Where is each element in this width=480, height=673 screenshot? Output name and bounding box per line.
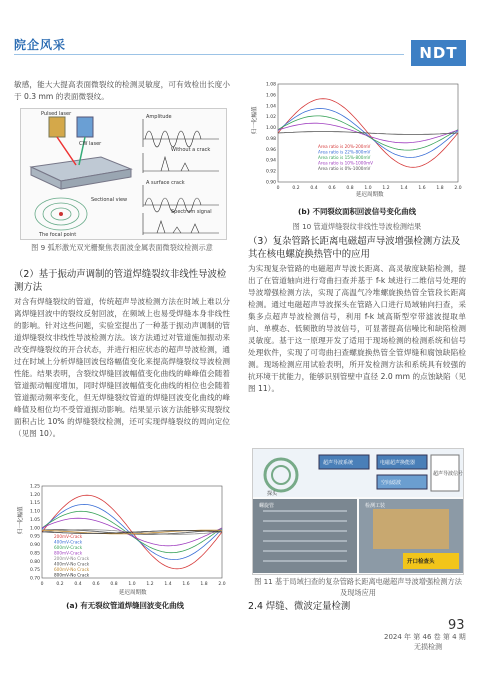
y-tick-label: 0.75 (29, 568, 40, 574)
y-tick-label: 0.94 (265, 158, 276, 164)
x-tick-label: 0.2 (292, 186, 300, 191)
legend-entry: Area ratio is 20%-200mV (318, 144, 371, 149)
section-title: 院企风采 (14, 38, 67, 52)
x-tick-label: 0.6 (328, 186, 336, 191)
figure-11-diagram (253, 449, 463, 574)
x-tick-label: 0 (276, 186, 280, 191)
label-spectrum: Spectrum signal (171, 209, 212, 215)
label-cw-laser: CW laser (79, 141, 102, 147)
y-tick-label: 1.20 (29, 492, 40, 498)
chart-10a-ylabel: 归一化幅值 (18, 506, 24, 534)
legend-entry: Area ratio is 15%-800mV (318, 155, 371, 160)
x-tick-label: 0.4 (310, 186, 318, 191)
figure-9 (20, 108, 227, 240)
legend-entry: 600mV-No Crack (54, 567, 90, 572)
fig11-label-inspect: 开口检查头 (407, 559, 435, 565)
chart-10b-ylabel: 归一化幅值 (252, 106, 258, 134)
x-tick-label: 1.0 (128, 582, 136, 587)
y-tick-label: 0.95 (29, 534, 40, 540)
legend-entry: 200mV-No Crack (54, 556, 90, 561)
figure-11 (252, 448, 464, 575)
x-tick-label: 1.8 (200, 582, 208, 587)
label-sectional-view: Sectional view (91, 197, 128, 203)
paragraph-method-3: 为实现复杂管路的电磁超声导波长距离、高灵敏度缺陷检测，提出了在管道轴向进行弯曲扫查并基于 f-k 域进行二维信号处理的导波增强检测方法，实现了高温气冷堆螺旋换热管全管段长距离检测。通过电磁超声导波探头在管路入口进行局域轴向扫查，采集多点超声导波检测信号，利用 f-k 域高斯型窄带滤波提取单向、单模态、低频散的导波信号，可显著提高信噪比和缺陷检测灵敏度。基于这一原理开发了适用于现场检测的检测系统和信号处理软件，实现了可弯曲扫查螺旋换热管全管焊缝和腐蚀缺陷检测。现场检测应用试验表明，所开发检测方法和系统具有较强的抗环境干扰能力，能够识别管壁中直径 2.0 mm 的点蚀缺陷（见图 11）。 (248, 264, 466, 393)
fig11-label-system: 超声导波系统 (323, 460, 354, 466)
y-tick-label: 1.04 (265, 104, 276, 110)
chart-10a (14, 482, 228, 597)
figure-10b (248, 80, 466, 198)
legend-entry: 800mV-Crack (54, 550, 83, 556)
y-tick-label: 1.00 (29, 526, 40, 532)
y-tick-label: 1.15 (29, 501, 40, 507)
x-tick-label: 0.8 (346, 186, 354, 191)
y-tick-label: 0.80 (29, 559, 40, 565)
paragraph-method-2: 对含有焊缝裂纹的管道，传统超声导波检测方法在时域上难以分离焊缝回波中的裂纹反射回波，在频域上也易受焊缝本身非线性的影响。针对这些问题，实验室提出了一种基于振动声调制的管道焊缝裂纹非线性导波检测方法。该方法通过对管道施加振动来改变焊缝裂纹的开合状态，并进行相应状态的超声导波检测，通过在时域上分析焊缝回波包络幅值变化来提高焊缝裂纹导波检测性能。结果表明，含裂纹焊缝回波幅值变化曲线的峰峰值会随着管道振动幅度增加，同时焊缝回波幅值变化曲线的相位也会随着管道振动频率变化，但无焊缝裂纹管道的焊缝回波变化曲线的峰峰值及相位均不受管道振动影响。结果显示该方法能够实现裂纹面积占比 10% 的焊缝裂纹检测，还可实现焊缝裂纹的周向定位（见图 10）。 (14, 297, 230, 438)
legend-entry: 600mV-Crack (54, 545, 83, 550)
footer-journal: 无损检测 (414, 643, 442, 651)
fig11-label-fixture: 检测工装 (365, 503, 386, 509)
page-number: 93 (448, 618, 465, 633)
legend-entry: 800mV-No Crack (54, 572, 90, 578)
x-tick-label: 1.0 (364, 186, 372, 191)
x-tick-label: 1.4 (164, 582, 172, 587)
legend-entry: Area ratio is 22%-800mV (318, 149, 371, 155)
x-tick-label: 0.2 (56, 582, 64, 587)
heading-method-3: （3）复杂管路长距离电磁超声导波增强检测方法及其在核电螺旋换热管中的应用 (248, 236, 461, 260)
y-tick-label: 0.70 (29, 576, 40, 582)
label-with-crack: A surface crack (146, 180, 185, 186)
y-tick-label: 0.90 (265, 180, 276, 186)
journal-logo: NDT (411, 40, 466, 66)
y-tick-label: 0.92 (265, 169, 276, 175)
y-tick-label: 0.98 (265, 136, 276, 142)
y-tick-label: 1.00 (265, 126, 276, 132)
y-tick-label: 1.25 (29, 484, 40, 490)
label-amplitude: Amplitude (146, 114, 172, 120)
chart-10a-xlabel: 延迟周期数 (119, 590, 147, 596)
y-tick-label: 0.90 (29, 543, 40, 549)
figure-10b-caption: (b) 不同裂纹面积回波信号变化曲线 (297, 207, 417, 216)
fig11-label-coil: 螺旋管 (259, 503, 275, 509)
paragraph-intro: 敏感，能大大提高表面微裂纹的检测灵敏度，可有效检出长度小于 0.3 mm 的表面微裂纹。 (14, 80, 230, 101)
x-tick-label: 2.0 (218, 582, 226, 587)
legend-entry: Area ratio is 10%-1000mV (318, 160, 374, 166)
y-tick-label: 0.85 (29, 551, 40, 557)
chart-10b (248, 80, 466, 198)
figure-9-diagram (21, 109, 226, 239)
label-pulsed-laser: Pulsed laser (41, 111, 72, 117)
fig11-label-signal: 超声导波信号 (433, 471, 463, 477)
x-tick-label: 1.6 (418, 186, 426, 191)
figure-9-caption: 图 9 弧形激光双光栅聚焦表面波金属表面微裂纹检测示意 (31, 243, 213, 252)
figure-11-caption: 图 11 基于局域扫查的复杂管路长距离电磁超声导波增强检测方法及现场应用 (254, 577, 462, 597)
x-tick-label: 1.4 (400, 186, 408, 191)
legend-entry: 400mV-Crack (54, 539, 83, 545)
legend-entry: 400mV-No Crack (54, 561, 90, 567)
fig11-label-emat: 电磁超声换能器 (380, 460, 416, 466)
legend-entry: Area ratio is 0%-1000mV (318, 166, 371, 171)
y-tick-label: 1.02 (265, 115, 276, 121)
figure-10a (14, 482, 228, 597)
fig11-label-filter: 空间滤波 (381, 480, 402, 486)
heading-2-4: 2.4 焊缝、微波定量检测 (248, 601, 351, 612)
y-tick-label: 0.96 (265, 147, 276, 153)
label-focal-point: The focal point (39, 232, 77, 238)
x-tick-label: 1.2 (146, 582, 154, 587)
y-tick-label: 1.10 (29, 509, 40, 515)
figure-10a-caption: (a) 有无裂纹管道焊缝回波变化曲线 (66, 601, 184, 610)
x-tick-label: 0.4 (74, 582, 82, 587)
legend-entry: 200mV-Crack (54, 534, 83, 539)
footer-issue: 2024 年 第 46 卷 第 4 期 (384, 633, 466, 641)
label-without-crack: Without a crack (171, 147, 211, 153)
y-tick-label: 1.06 (265, 93, 276, 99)
y-tick-label: 1.05 (29, 517, 40, 523)
header-rule (14, 54, 404, 55)
y-tick-label: 1.08 (265, 82, 276, 88)
x-tick-label: 0 (40, 582, 44, 587)
figure-10-caption: 图 10 管道焊缝裂纹非线性导波检测结果 (292, 222, 422, 231)
x-tick-label: 0.6 (92, 582, 100, 587)
x-tick-label: 1.8 (436, 186, 444, 191)
x-tick-label: 1.2 (382, 186, 390, 191)
x-tick-label: 2.0 (454, 186, 462, 191)
x-tick-label: 0.8 (110, 582, 118, 587)
x-tick-label: 1.6 (182, 582, 190, 587)
heading-method-2: （2）基于振动声调制的管道焊缝裂纹非线性导波检测方法 (14, 269, 227, 293)
fig11-label-probe: 探头 (267, 491, 278, 497)
chart-10b-xlabel: 延迟周期数 (356, 192, 384, 198)
